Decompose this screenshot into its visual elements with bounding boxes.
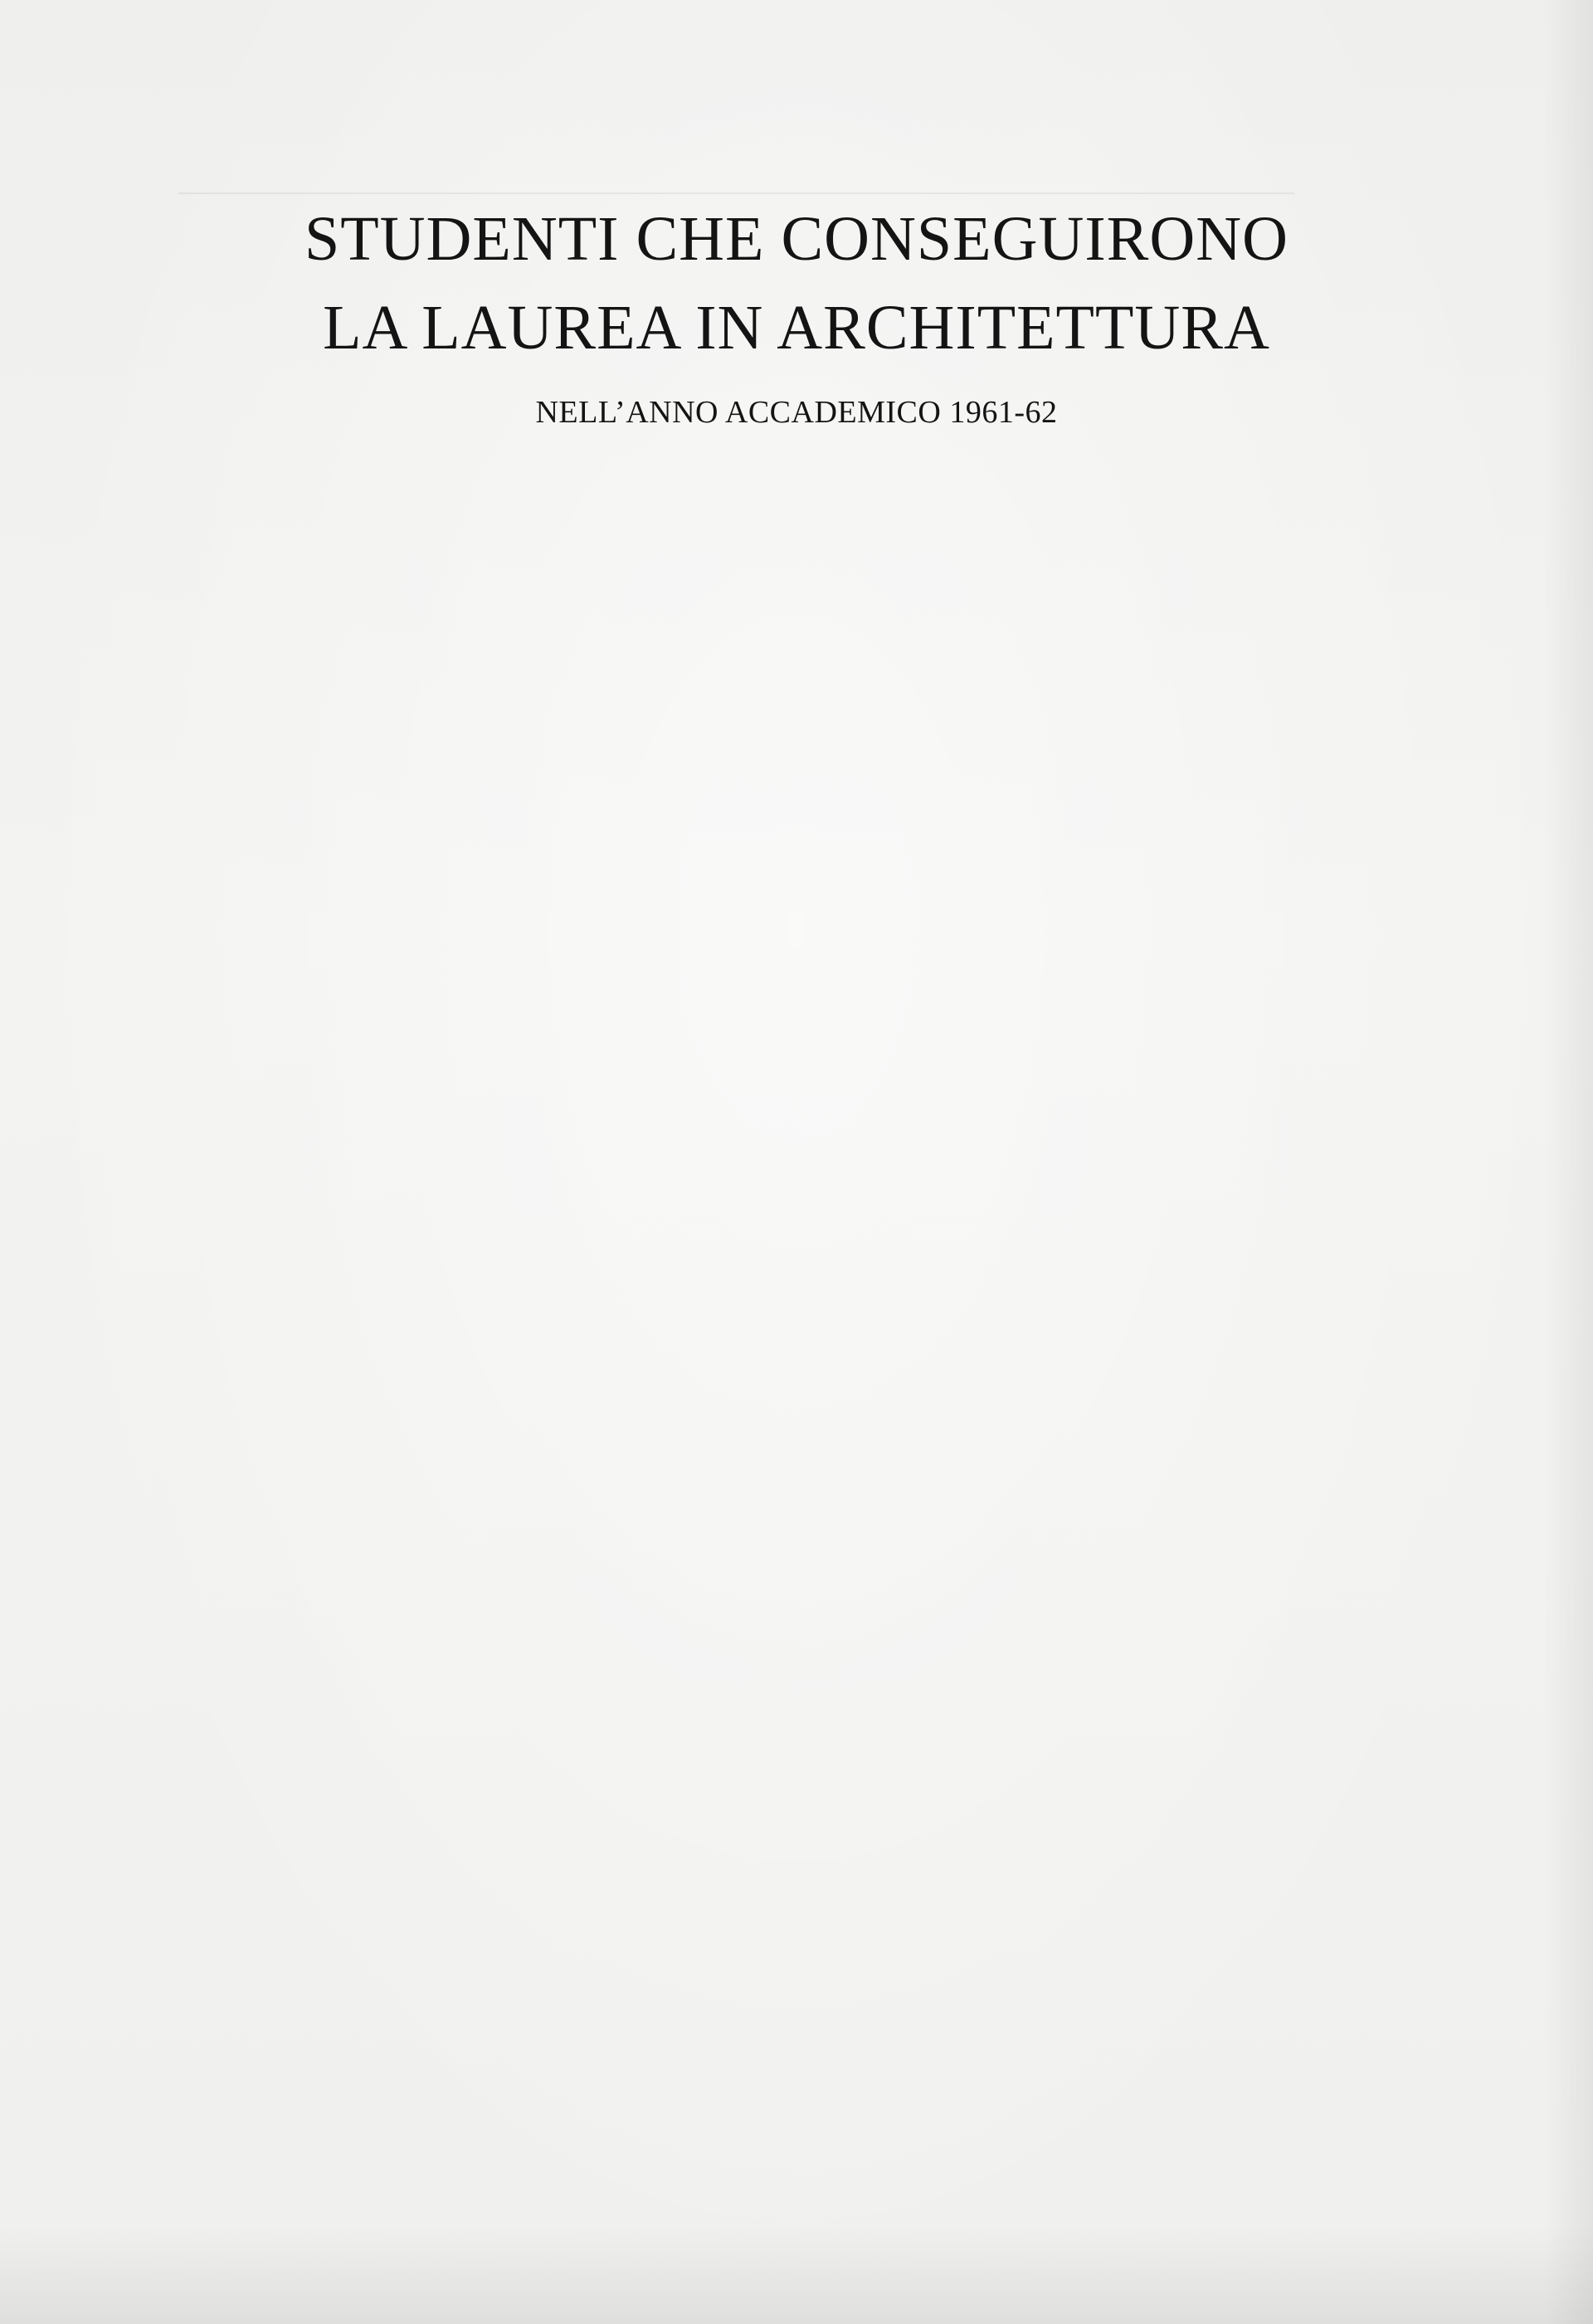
page-subtitle: NELL’ANNO ACCADEMICO 1961-62 <box>535 395 1058 430</box>
page-bottom-shadow <box>0 2224 1593 2324</box>
page-title-line-2: LA LAUREA IN ARCHITETTURA <box>323 293 1270 363</box>
show-through-rule <box>178 192 1294 194</box>
page-title-line-1: STUDENTI CHE CONSEGUIRONO <box>304 204 1289 274</box>
